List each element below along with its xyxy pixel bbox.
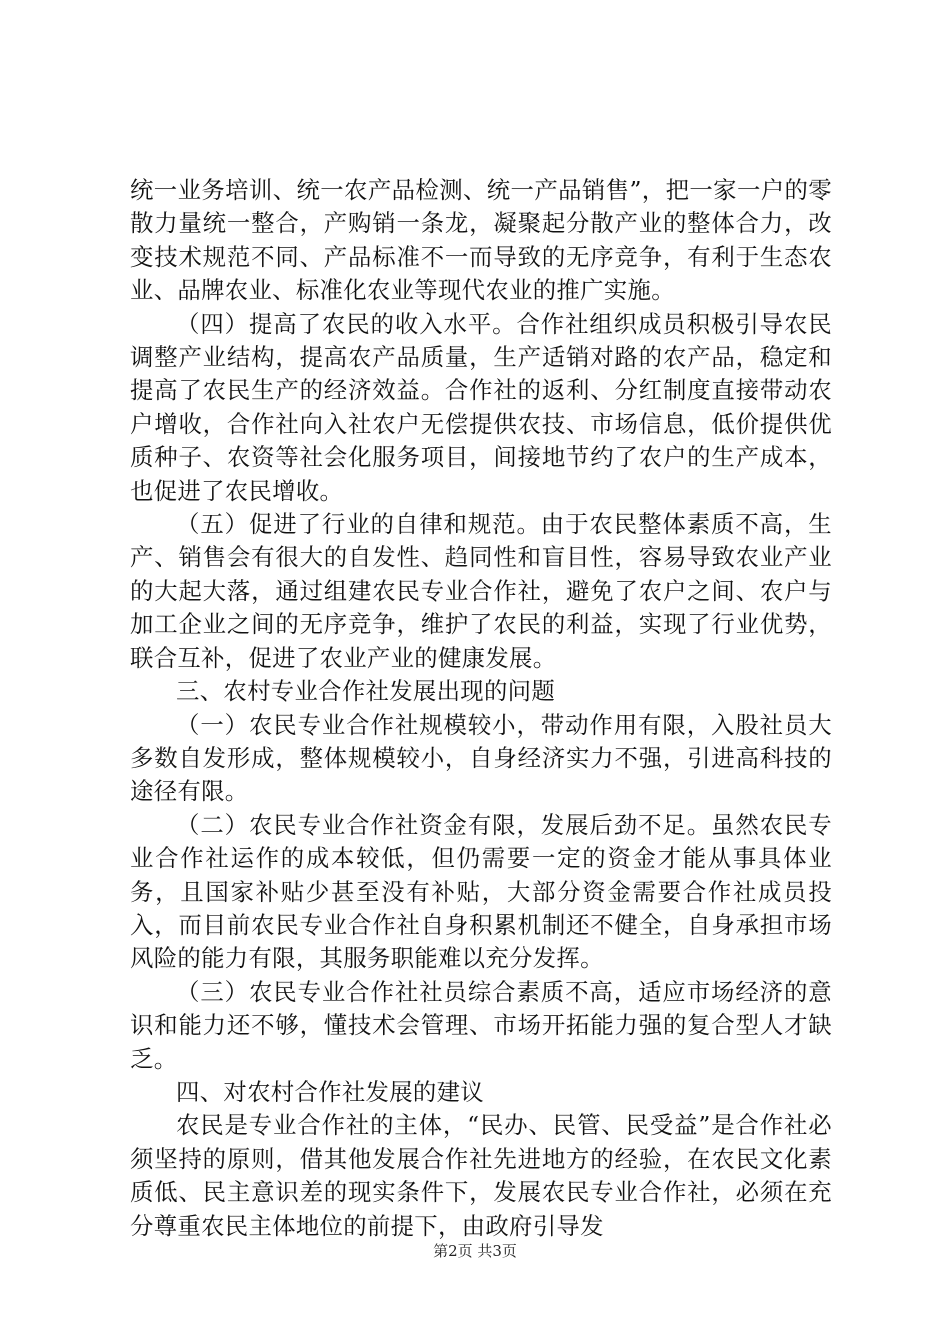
section-heading-problems: 三、农村专业合作社发展出现的问题	[176, 677, 556, 706]
paragraph-problem-quality: （三）农民专业合作社社员综合素质不高，适应市场经济的意识和能力还不够，懂技术会管理、市场开拓能力强的复合型人才缺乏。	[130, 977, 832, 1073]
paragraph-suggestion: 农民是专业合作社的主体，“民办、民管、民受益”是合作社必须坚持的原则，借其他发展合作社先进地方的经验，在农民文化素质低、民主意识差的现实条件下，发展农民专业合作社，必须在充分尊重农民主体地位的前提下，由政府引导发	[130, 1111, 832, 1240]
page-footer: 第2页 共3页	[433, 1242, 517, 1260]
paragraph-problem-scale: （一）农民专业合作社规模较小，带动作用有限，入股社员大多数自发形成，整体规模较小，自身经济实力不强，引进高科技的途径有限。	[130, 710, 832, 806]
paragraph-problem-funds: （二）农民专业合作社资金有限，发展后劲不足。虽然农民专业合作社运作的成本较低，但仍需要一定的资金才能从事具体业务，且国家补贴少甚至没有补贴，大部分资金需要合作社成员投入，而目前农民专业合作社自身积累机制还不健全，自身承担市场风险的能力有限，其服务职能难以充分发挥。	[130, 810, 832, 973]
paragraph-income: （四）提高了农民的收入水平。合作社组织成员积极引导农民调整产业结构，提高农产品质量，生产适销对路的农产品，稳定和提高了农民生产的经济效益。合作社的返利、分红制度直接带动农户增收，合作社向入社农户无偿提供农技、市场信息，低价提供优质种子、农资等社会化服务项目，间接地节约了农户的生产成本，也促进了农民增收。	[130, 309, 832, 505]
paragraph-self-discipline: （五）促进了行业的自律和规范。由于农民整体素质不高，生产、销售会有很大的自发性、趋同性和盲目性，容易导致农业产业的大起大落，通过组建农民专业合作社，避免了农户之间、农户与加工企业之间的无序竞争，维护了农民的利益，实现了行业优势，联合互补，促进了农业产业的健康发展。	[130, 510, 832, 672]
paragraph-continuation: 统一业务培训、统一农产品检测、统一产品销售”，把一家一户的零散力量统一整合，产购销一条龙，凝聚起分散产业的整体合力，改变技术规范不同、产品标准不一而导致的无序竞争，有利于生态农业、品牌农业、标准化农业等现代农业的推广实施。	[130, 176, 832, 305]
section-heading-suggestions: 四、对农村合作社发展的建议	[176, 1077, 484, 1106]
document-body	[130, 174, 832, 1243]
